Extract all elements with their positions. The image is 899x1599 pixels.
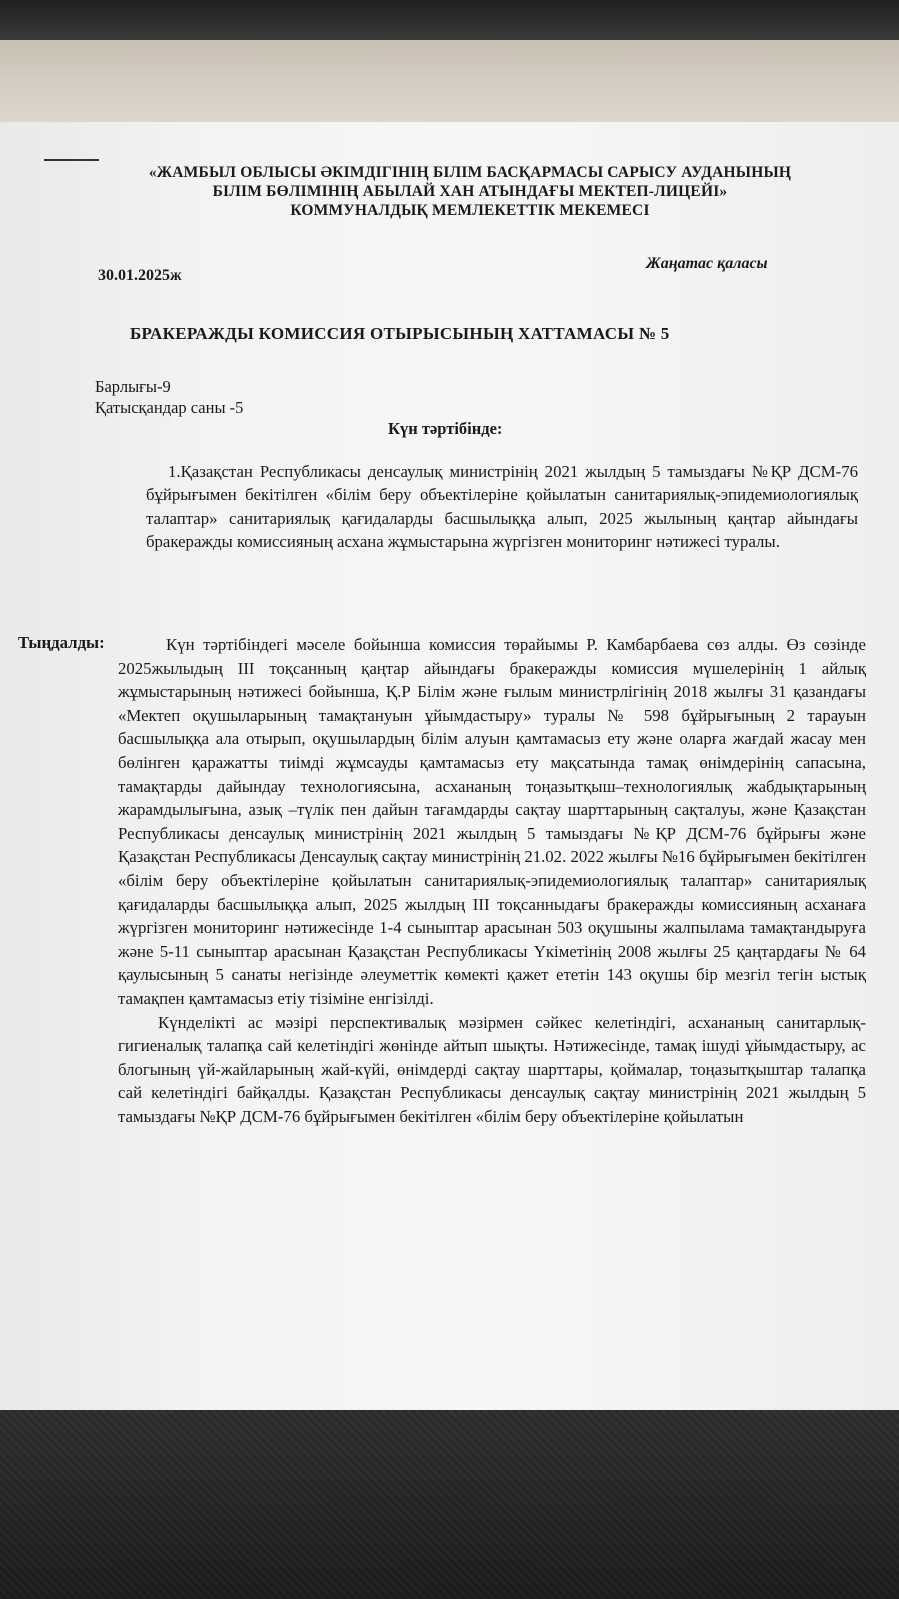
fabric-background <box>0 1410 899 1599</box>
document-title: БРАКЕРАЖДЫ КОМИССИЯ ОТЫРЫСЫНЫҢ ХАТТАМАСЫ № 5 <box>130 324 670 343</box>
header-line-3: КОММУНАЛДЫҚ МЕМЛЕКЕТТІК МЕКЕМЕСІ <box>290 202 650 219</box>
document-date: 30.01.2025ж <box>98 267 182 284</box>
participants-count: Қатысқандар саны -5 <box>95 398 244 417</box>
top-dark-edge <box>0 0 899 40</box>
document-city: Жаңатас қаласы <box>646 255 768 272</box>
header-line-1: «ЖАМБЫЛ ОБЛЫСЫ ӘКІМДІГІНІҢ БІЛІМ БАСҚАРМАСЫ САРЫСУ АУДАНЫНЫҢ <box>148 164 792 181</box>
heard-paragraph: Күн тәртібіндегі мәселе бойынша комиссия төрайымы Р. Камбарбаева сөз алды. Өз сөзінде 2025жылыдың ІІІ тоқсанның қаңтар айындағы бракеражды комиссия мүшелерінің 1 айлық жұмыстарының нәтижесі бойынша, Қ.Р Білім және ғылым министрлігінің 2018 жылғы 31 қазандағы «Мектеп оқушыларының тамақтануын ұйымдастыру» туралы № 598 бұйрығының 2 тарауын басшылыққа ала отырып, оқушылардың білім алуын қамтамасыз ету және оларға жағдай жасау мен бөлінген қаражатты тиімді жұмсауды қамтамасыз ету мақсатында тамақ өнімдерінің сапасына, тамақтарды дайындау технологиясына, асхананың тоңазытқыш–технологиялық жабдықтарының жарамдылығына, азық –түлік пен дайын тағамдарды сақтау шарттарының сақталуы, және Қазақстан Республикасы денсаулық министрінің 2021 жылдың 5 тамыздағы №ҚР ДСМ-76 бұйрығы және Қазақстан Республикасы Денсаулық сақтау министрінің 21.02. 2022 жылғы №16 бұйрығымен бекітілген «білім беру объектілеріне қойылатын санитариялық-эпидемиологиялық талаптар» санитариялық қағидаларды басшылыққа алып, 2025 жылдың ІІІ тоқсанныдағы бракеражды комиссияның асханаға жүргізген мониторинг нәтижесінде 1-4 сыныптар арасынан 503 оқушыны жалпылама тамақтандыруға және 5-11 сыныптар арасынан Қазақстан Республикасы Үкіметінің 2008 жылғы 25 қаңтардағы № 64 қаулысының 5 санаты негізінде әлеуметтік көмекті қажет ететін 143 оқушы бір мезгіл тегін ыстық тамақпен қамтамасыз етіу тізіміне енгізілді. <box>118 635 866 1008</box>
second-paragraph: Күнделікті ас мәзірі перспективалық мәзірмен сәйкес келетіндігі, асхананың санитарлық-гигиеналық талапқа сай келетіндігі жөнінде айтып шықты. Нәтижесінде, тамақ ішуді ұйымдастыру, ас блогының үй-жайларының жай-күйі, өнімдерді сақтау шарттары, қоймалар, тоңазытқыштар талапқа сай келетіндігі байқалды. Қазақстан Республикасы денсаулық сақтау министрінің 2021 жылдың 5 тамыздағы №ҚР ДСМ-76 бұйрығымен бекітілген «білім беру объектілеріне қойылатын <box>118 1012 866 1126</box>
header-rule <box>44 159 99 161</box>
total-members: Барлығы-9 <box>95 377 171 396</box>
agenda-heading: Күн тәртібінде: <box>388 419 503 438</box>
main-body <box>118 633 866 1128</box>
document-page <box>0 122 899 1412</box>
heard-label: Тыңдалды: <box>18 633 105 652</box>
header-line-2: БІЛІМ БӨЛІМІНІҢ АБЫЛАЙ ХАН АТЫНДАҒЫ МЕКТЕП-ЛИЦЕЙІ» <box>212 183 728 200</box>
agenda-item: 1.Қазақстан Республикасы денсаулық министрінің 2021 жылдың 5 тамыздағы №ҚР ДСМ-76 бұйрығымен бекітілген «білім беру объектілеріне қойылатын санитариялық-эпидемиологиялық талаптар» санитариялық қағидаларды басшылыққа алып, 2025 жылының қаңтар айындағы бракеражды комиссияның асхана жұмыстарына жүргізген мониторинг нәтижесі туралы. <box>146 462 858 551</box>
